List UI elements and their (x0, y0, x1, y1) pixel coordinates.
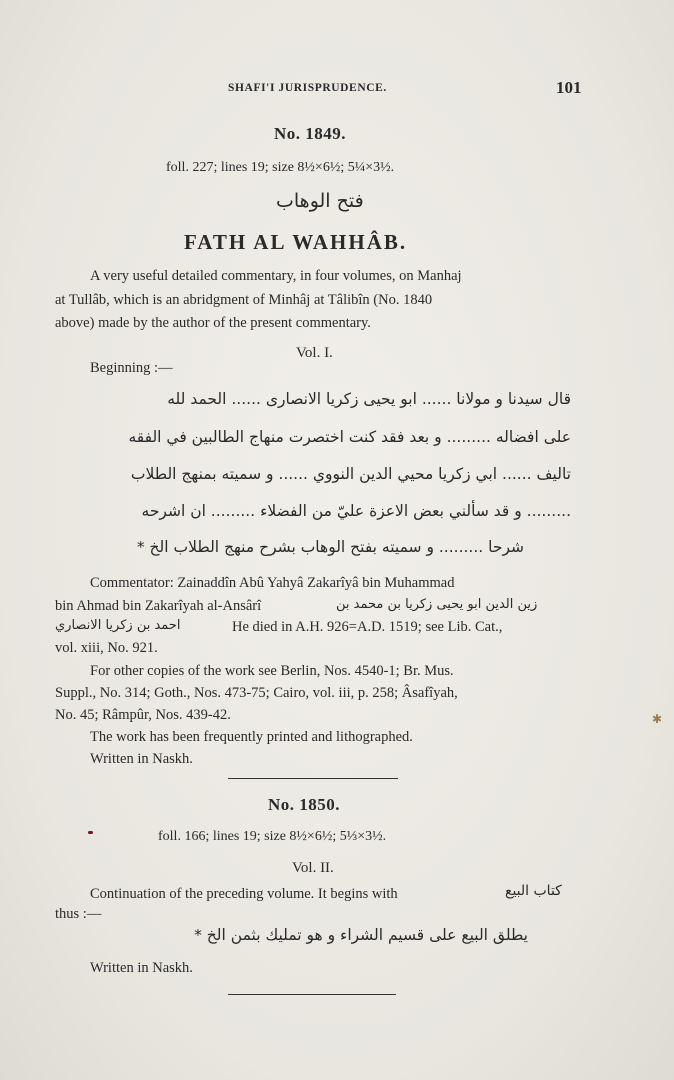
page-number: 101 (556, 78, 582, 97)
continuation-arabic: كتاب البيع (505, 883, 562, 899)
arabic-title: فتح الوهاب (276, 190, 364, 212)
continuation-line: Continuation of the preceding volume. It begins with (90, 886, 398, 902)
beginning-label: Beginning :— (90, 360, 173, 376)
other-copies-line: Suppl., No. 314; Goth., Nos. 473-75; Cairo, vol. iii, p. 258; Âsafîyah, (55, 685, 458, 701)
printed-note: The work has been frequently printed and lithographed. (90, 729, 413, 745)
incipit-line: شرحا ......... و سميته بفتح الوهاب بشرح منهج الطلاب الخ * (136, 538, 524, 556)
paper-stain: ✱ (652, 712, 663, 726)
entry-number: No. 1850. (268, 795, 341, 814)
incipit-line: ......... و قد سألني بعض الاعزة عليّ من الفضلاء ......... ان اشرحه (141, 502, 571, 520)
commentator-line: vol. xiii, No. 921. (55, 640, 158, 656)
work-title: FATH AL WAHHÂB. (184, 230, 408, 254)
script-note: Written in Naskh. (90, 960, 193, 976)
volume-label: Vol. II. (292, 860, 334, 876)
incipit-line: تاليف ...... ابي زكريا محيي الدين النووي ...... و سميته بمنهج الطلاب (130, 465, 571, 483)
volume-label: Vol. I. (296, 345, 333, 361)
commentator-line: He died in A.H. 926=A.D. 1519; see Lib. Cat., (232, 619, 503, 635)
commentator-arabic: زين الدين ابو يحيى زكريا بن محمد بن (336, 597, 538, 612)
description-line: at Tullâb, which is an abridgment of Minhâj at Tâlibîn (No. 1840 (55, 292, 433, 308)
commentator-line: bin Ahmad bin Zakarîyah al-Ansârî (55, 598, 262, 614)
description-line: A very useful detailed commentary, in four volumes, on Manhaj (90, 268, 462, 284)
section-divider (228, 994, 396, 995)
section-divider (228, 778, 398, 779)
commentator-line: Commentator: Zainaddîn Abû Yahyâ Zakarîyâ bin Muhammad (90, 575, 455, 591)
commentator-arabic: احمد بن زكريا الانصاري (55, 618, 181, 633)
incipit-line: على افضاله ......... و بعد فقد كنت اختصرت منهاج الطالبين في الفقه (128, 428, 571, 446)
thus-label: thus :— (55, 906, 102, 922)
entry-number: No. 1849. (274, 124, 347, 143)
incipit-line: قال سيدنا و مولانا ...... ابو يحيى زكريا الانصارى ...... الحمد لله (167, 390, 571, 408)
other-copies-line: No. 45; Râmpûr, Nos. 439-42. (55, 707, 231, 723)
description-line: above) made by the author of the present commentary. (55, 315, 371, 331)
script-note: Written in Naskh. (90, 751, 193, 767)
other-copies-line: For other copies of the work see Berlin, Nos. 4540-1; Br. Mus. (90, 663, 454, 679)
ink-mark (88, 831, 93, 834)
collation: foll. 227; lines 19; size 8½×6½; 5¼×3½. (166, 160, 395, 175)
running-title: SHAFI'I JURISPRUDENCE. (228, 82, 387, 94)
incipit-line: يطلق البيع على قسيم الشراء و هو تمليك بثمن الخ * (194, 926, 528, 944)
collation: foll. 166; lines 19; size 8½×6½; 5⅓×3½. (158, 829, 387, 844)
